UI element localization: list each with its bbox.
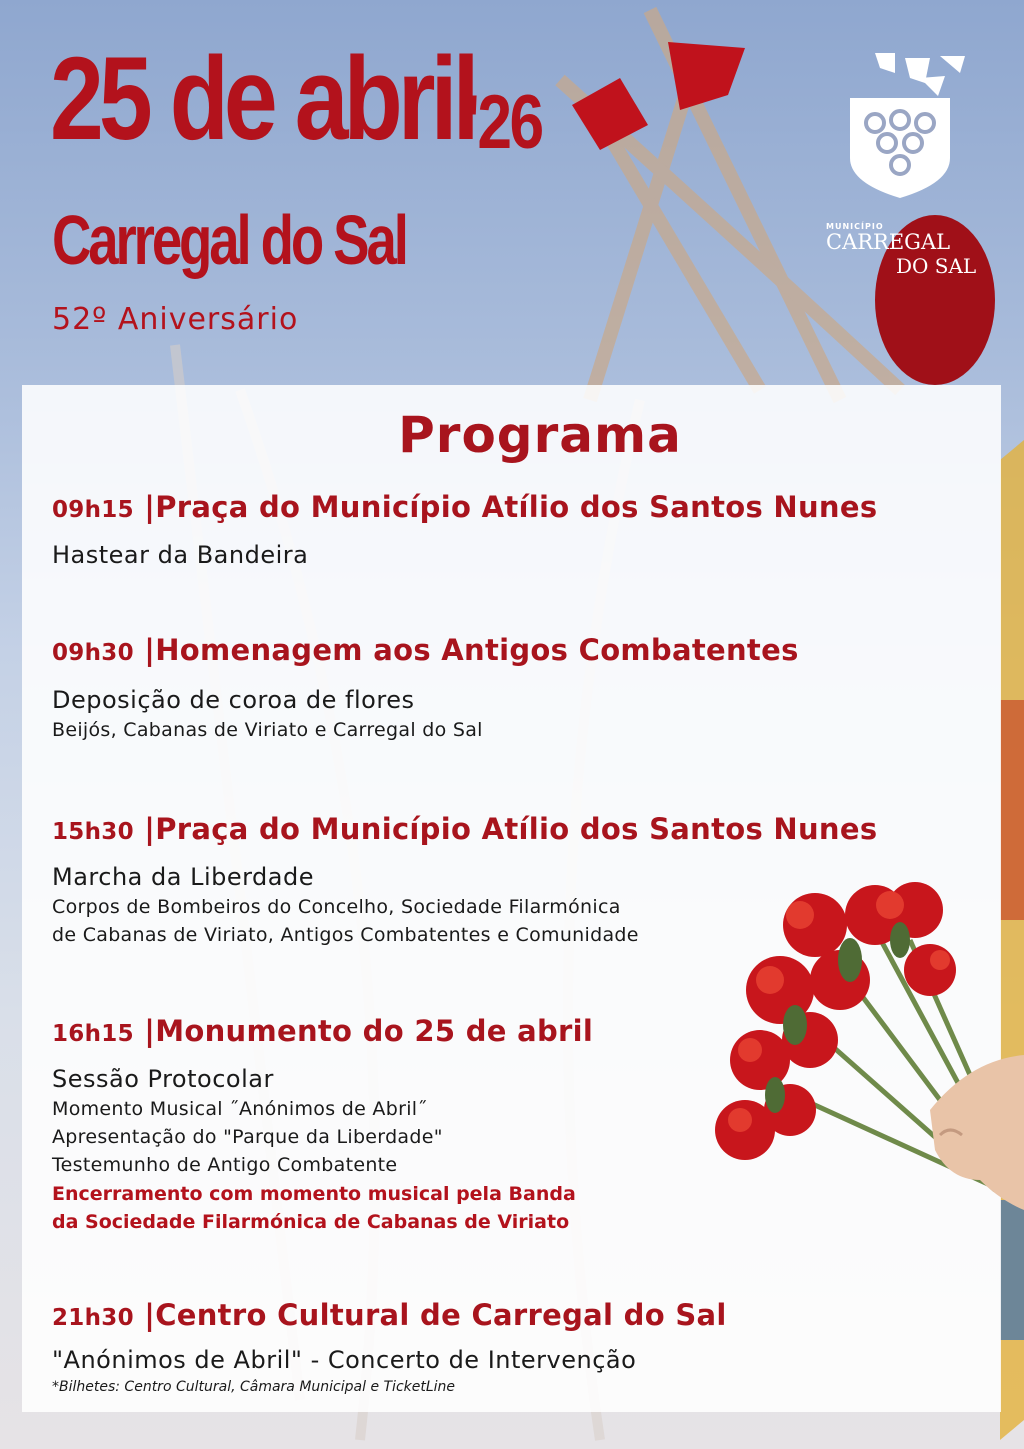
event-detail: Momento Musical ˝Anónimos de Abril˝ [52,1098,428,1120]
event-time: 09h30 [52,640,134,666]
event-heading [52,1298,727,1332]
event-activity: "Anónimos de Abril" - Concerto de Intervenção [52,1346,637,1374]
event-place-title: Carregal do Sal [52,201,406,279]
logo-carregal-label: CARREGAL [826,230,951,254]
logo-municipio-label: MUNICÍPIO [826,222,884,231]
event-activity: Deposição de coroa de flores [52,686,415,714]
event-time: 21h30 [52,1305,134,1331]
event-heading [52,490,877,524]
event-detail: Testemunho de Antigo Combatente [52,1154,398,1176]
event-activity: Marcha da Liberdade [52,863,314,891]
event-highlight: da Sociedade Filarmónica de Cabanas de Viriato [52,1211,570,1233]
event-heading [52,812,877,846]
logo-do-sal-label: DO SAL [896,254,977,278]
event-detail: de Cabanas de Viriato, Antigos Combatentes e Comunidade [52,924,639,946]
event-heading [52,633,799,667]
carnation-bouquet-image [700,880,1024,1220]
event-time: 15h30 [52,819,134,845]
event-year: '26 [465,80,542,165]
programme-title: Programa [398,406,682,464]
event-location: |Praça do Município Atílio dos Santos Nunes [144,812,878,846]
event-activity: Sessão Protocolar [52,1065,274,1093]
event-detail: Beijós, Cabanas de Viriato e Carregal do Sal [52,719,483,741]
event-activity: Hastear da Bandeira [52,541,309,569]
tickets-note: *Bilhetes: Centro Cultural, Câmara Municipal e TicketLine [52,1379,456,1395]
anniversary-subtitle: 52º Aniversário [52,302,299,337]
event-detail: Apresentação do "Parque da Liberdade" [52,1126,443,1148]
event-detail: Corpos de Bombeiros do Concelho, Sociedade Filarmónica [52,896,621,918]
event-time: 09h15 [52,497,134,523]
event-time: 16h15 [52,1021,134,1047]
event-location: |Centro Cultural de Carregal do Sal [144,1298,727,1332]
event-location: |Homenagem aos Antigos Combatentes [144,633,799,667]
event-heading [52,1014,593,1048]
event-location: |Praça do Município Atílio dos Santos Nunes [144,490,878,524]
event-date-title: 25 de abril [50,33,475,165]
event-location: |Monumento do 25 de abril [144,1014,594,1048]
event-highlight: Encerramento com momento musical pela Banda [52,1183,576,1205]
